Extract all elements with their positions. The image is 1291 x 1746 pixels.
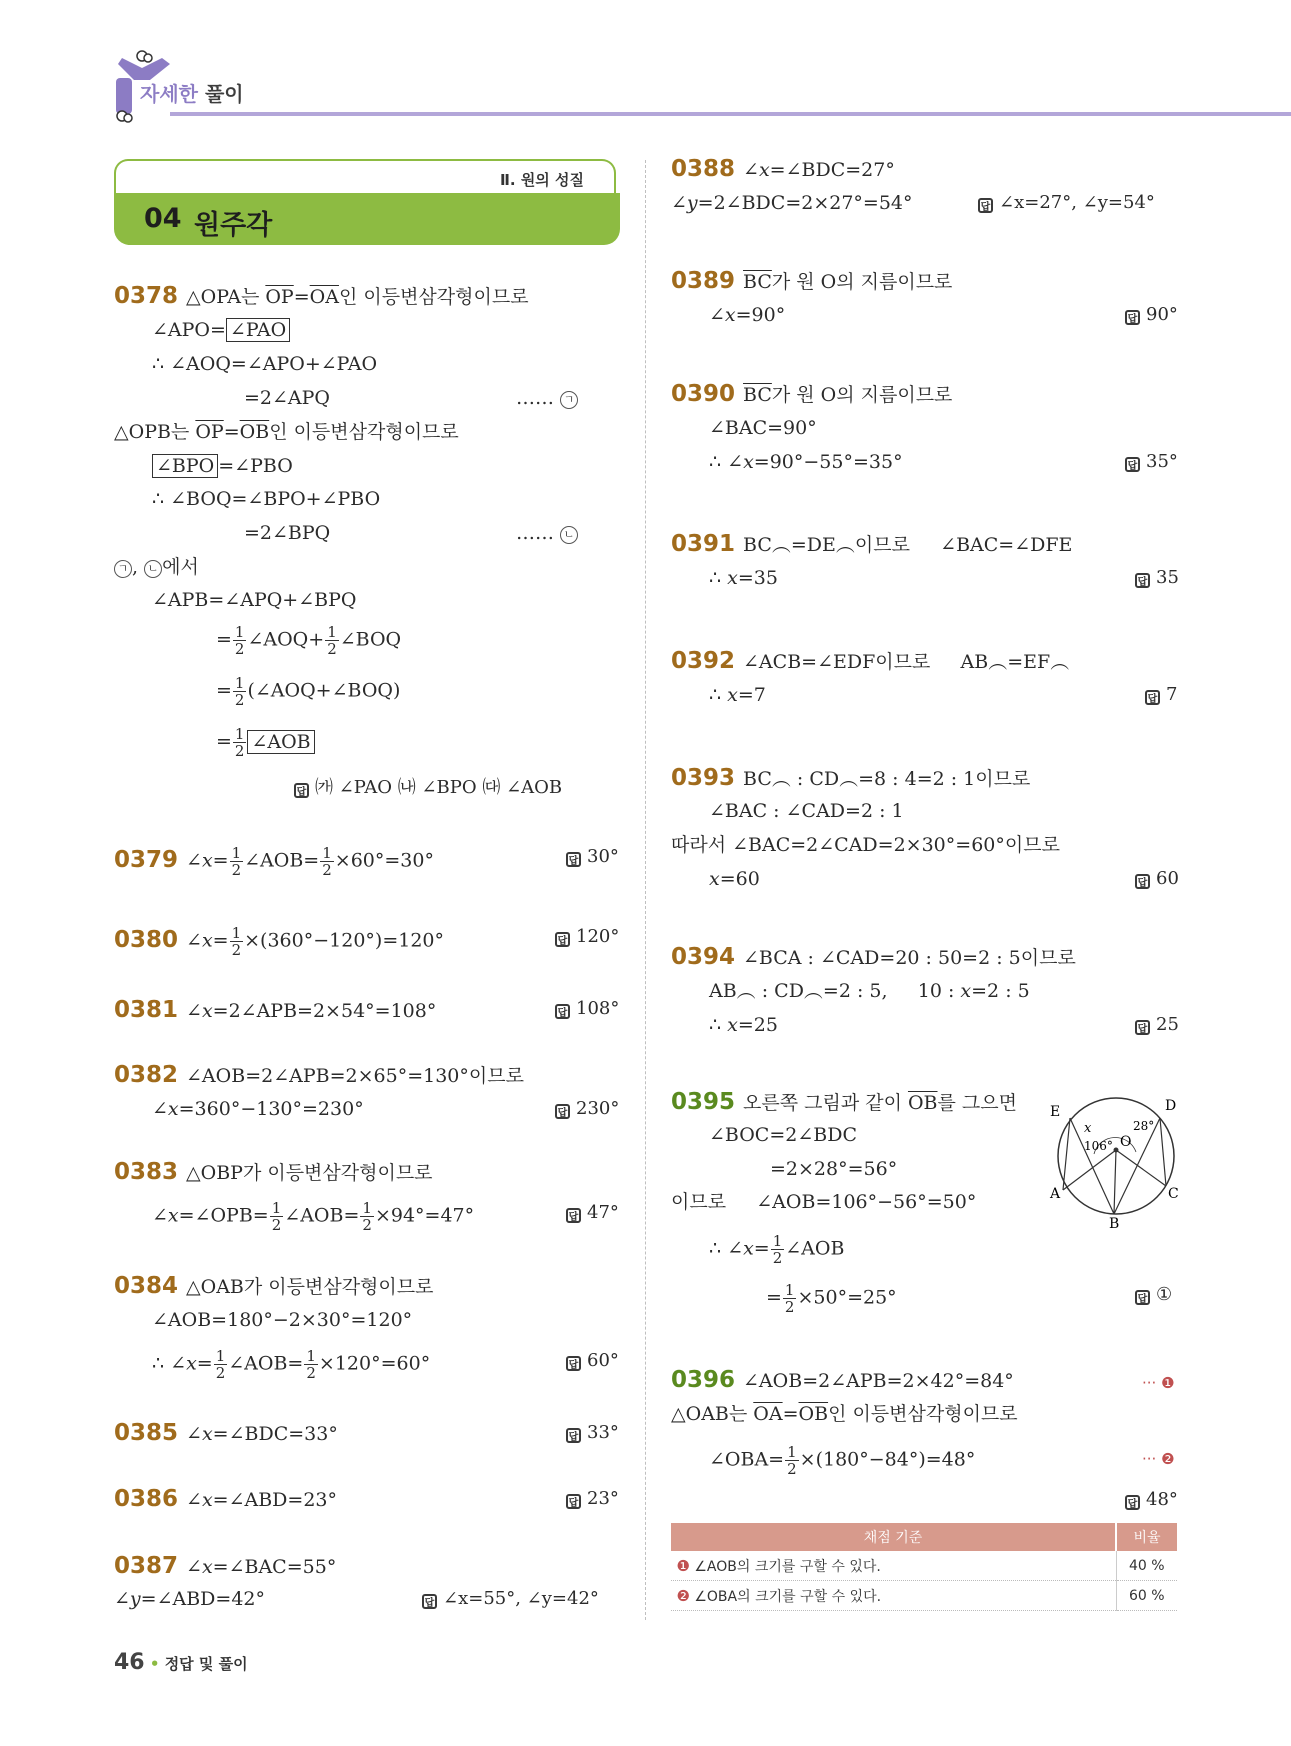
answer-0384-text: 60° [587,1350,619,1371]
circle-figure [1048,1090,1184,1230]
answer-icon: 답 [555,932,570,947]
header-title-bold: 풀이 [204,82,244,106]
problem-0394-line2: AB︵ : CD︵=2 : 5, 10 : x=2 : 5 [709,980,1030,1002]
problem-0388-line2: ∠y=2∠BDC=2×27°=54° [671,192,913,214]
ratio-cell: 60 % [1116,1581,1177,1611]
answer-0379 [566,846,619,867]
answer-icon: 답 [1135,1020,1150,1035]
answer-0391-text: 35 [1156,567,1179,588]
label-d: D [1165,1098,1177,1114]
problem-0389-line2: ∠x=90° [709,304,786,326]
label-106: 106° [1084,1139,1113,1153]
problem-number: 0395 [671,1089,736,1115]
problem-0378-line13: = $\frac{1}{2}$ ∠AOB [216,726,315,759]
answer-0383 [566,1202,619,1223]
problem-0393-line4: x=60 [709,868,760,890]
problem-0392-line1: 0392 ∠ACB=∠EDF이므로 AB︵=EF︵ [671,648,1070,674]
footer-label: 정답 및 풀이 [164,1655,248,1673]
answer-0385 [566,1422,619,1443]
section-title: 원주각 [194,210,273,241]
label-a: A [1050,1186,1061,1202]
answer-0387 [422,1588,599,1609]
problem-number: 0378 [114,283,179,309]
answer-icon: 답 [1125,310,1140,325]
section-title-band [114,193,620,245]
answer-icon: 답 [1135,874,1150,889]
answer-0392 [1145,684,1177,705]
problem-0378-line10: ∠APB=∠APQ+∠BPQ [152,589,357,611]
problem-0378-line11: = $\frac{1}{2}$ ∠AOQ+ $\frac{1}{2}$ ∠BOQ [216,623,402,658]
answer-0392-text: 7 [1166,684,1178,705]
answer-icon: 답 [566,852,581,867]
problem-0384-line1: 0384 △OAB가 이등변삼각형이므로 [114,1273,434,1299]
answer-0391 [1135,567,1179,588]
problem-0391-line1: 0391 BC︵=DE︵이므로 ∠BAC=∠DFE [671,531,1073,557]
problem-0385: 0385 ∠x=∠BDC=33° [114,1420,338,1446]
answer-icon: 답 [1145,690,1160,705]
problem-0390-line1: 0390 $\overline{BC}$가 원 O의 지름이므로 [671,381,953,407]
answer-0395-text: ① [1156,1284,1173,1305]
problem-0390-line2: ∠BAC=90° [709,417,817,439]
problem-0395-line3: =2×28°=56° [770,1158,898,1180]
table-header-row [671,1523,1177,1551]
criteria-marker: ❷ [676,1586,690,1605]
problem-0384-line3: ∴ ∠x= $\frac{1}{2}$ ∠AOB= $\frac{1}{2}$ ×120°=60° [152,1347,431,1382]
answer-0378-text: ㈎ ∠PAO ㈏ ∠BPO ㈐ ∠AOB [315,777,563,798]
problem-number: 0383 [114,1159,179,1185]
answer-icon: 답 [566,1208,581,1223]
problem-number: 0389 [671,268,736,294]
answer-icon: 답 [566,1356,581,1371]
answer-0388 [978,192,1155,213]
answer-icon: 답 [555,1004,570,1019]
answer-0386 [566,1488,619,1509]
problem-number: 0382 [114,1062,179,1088]
answer-0382 [555,1098,619,1119]
problem-0378-line12: = $\frac{1}{2}$ (∠AOQ+∠BOQ) [216,674,401,709]
ratio-cell: 40 % [1116,1551,1177,1581]
problem-number: 0393 [671,765,736,791]
problem-0378-line4: =2∠APQ [244,387,331,409]
problem-number: 0387 [114,1553,179,1579]
answer-0396 [1125,1489,1178,1510]
label-e: E [1050,1104,1061,1120]
header-rule [170,112,1291,116]
problem-number: 0384 [114,1273,179,1299]
problem-number: 0385 [114,1420,179,1446]
answer-icon: 답 [1125,1495,1140,1510]
answer-0378 [294,773,562,799]
answer-0384 [566,1350,619,1371]
section-subtitle: Ⅱ. 원의 성질 [500,171,584,189]
answer-icon: 답 [566,1428,581,1443]
header-title [140,78,244,107]
problem-0382-line1: 0382 ∠AOB=2∠APB=2×65°=130°이므로 [114,1062,524,1088]
problem-number: 0386 [114,1486,179,1512]
problem-number: 0394 [671,944,736,970]
problem-0378-line8: =2∠BPQ [244,522,331,544]
answer-icon: 답 [566,1494,581,1509]
problem-number: 0379 [114,846,179,873]
problem-0378-line9: ㄱ , ㄴ 에서 [114,555,199,579]
problem-0394-line3: ∴ x=25 [709,1014,778,1036]
problem-0388-line1: 0388 ∠x=∠BDC=27° [671,156,895,182]
problem-0380: 0380 ∠x= $\frac{1}{2}$ ×(360°−120°)=120° [114,924,445,959]
column-divider [645,160,646,1620]
problem-0378-line5: △OPB는 $\overline{OP}=\overline{OB}$인 이등변삼각형이므로 [114,421,459,443]
page-footer: 46 • 정답 및 풀이 [114,1650,248,1675]
answer-0381-text: 108° [576,998,620,1019]
problem-0384-line2: ∠AOB=180°−2×30°=120° [152,1309,413,1331]
answer-0395 [1135,1284,1172,1305]
answer-0393-text: 60 [1156,868,1179,889]
problem-0378-line6: ∠BPO =∠PBO [152,454,293,478]
problem-0378-line3: ∴ ∠AOQ=∠APO+∠PAO [152,353,378,375]
criteria-header: 채점 기준 [671,1523,1116,1551]
problem-0379: 0379 ∠x= $\frac{1}{2}$ ∠AOB= $\frac{1}{2}$ ×60°=30° [114,844,434,879]
answer-0389 [1125,304,1178,325]
answer-icon: 답 [422,1594,437,1609]
problem-0381: 0381 ∠x=2∠APB=2×54°=108° [114,997,437,1023]
problem-0386: 0386 ∠x=∠ABD=23° [114,1486,338,1512]
problem-0382-line2: ∠x=360°−130°=230° [152,1098,364,1120]
answer-0383-text: 47° [587,1202,619,1223]
problem-0390-line3: ∴ ∠x=90°−55°=35° [709,451,903,473]
problem-0387-line2: ∠y=∠ABD=42° [114,1588,266,1610]
problem-0395-line5: ∴ ∠x= $\frac{1}{2}$ ∠AOB [709,1232,845,1267]
answer-0388-text: ∠x=27°, ∠y=54° [999,192,1155,213]
section-subtitle-box [114,159,616,195]
criteria-text: ∠AOB의 크기를 구할 수 있다. [694,1558,881,1575]
answer-0381 [555,998,619,1019]
problem-0378-mark1: …… ㄱ [516,386,578,410]
criteria-cell [671,1551,1116,1581]
header-title-light: 자세한 [140,82,198,106]
answer-0387-text: ∠x=55°, ∠y=42° [443,1588,599,1609]
problem-0387-line1: 0387 ∠x=∠BAC=55° [114,1553,337,1579]
answer-0390-text: 35° [1146,451,1178,472]
problem-0395-line6: = $\frac{1}{2}$ ×50°=25° [766,1281,897,1316]
label-o: O [1120,1134,1132,1150]
criteria-marker: ❶ [676,1556,690,1575]
problem-number: 0380 [114,926,179,953]
problem-0378-line2: ∠APO= ∠PAO [152,318,290,342]
answer-icon: 답 [294,783,309,798]
answer-0382-text: 230° [576,1098,620,1119]
problem-0393-line2: ∠BAC : ∠CAD=2 : 1 [709,800,904,822]
answer-0394 [1135,1014,1179,1035]
problem-0394-line1: 0394 ∠BCA : ∠CAD=20 : 50=2 : 5이므로 [671,944,1076,970]
answer-icon: 답 [1125,457,1140,472]
criteria-text: ∠OBA의 크기를 구할 수 있다. [694,1588,882,1605]
problem-0393-line3: 따라서 ∠BAC=2∠CAD=2×30°=60°이므로 [671,834,1060,856]
answer-0380-text: 120° [576,926,620,947]
answer-icon: 답 [1135,573,1150,588]
answer-0379-text: 30° [587,846,619,867]
ratio-header: 비율 [1116,1523,1177,1551]
answer-icon: 답 [555,1104,570,1119]
step-marker-2: ··· ❷ [1142,1450,1175,1468]
problem-0396-line2: △OAB는 $\overline{OA}=\overline{OB}$인 이등변삼각형이므로 [671,1403,1018,1425]
answer-0390 [1125,451,1178,472]
problem-number: 0381 [114,997,179,1023]
answer-0386-text: 23° [587,1488,619,1509]
problem-0393-line1: 0393 BC︵ : CD︵=8 : 4=2 : 1이므로 [671,765,1031,791]
problem-0378-line1: 0378 △OPA는 $\overline{OP}=\overline{OA}$인 이등변삼각형이므로 [114,283,529,309]
problem-0391-line2: ∴ x=35 [709,567,778,589]
problem-number: 0390 [671,381,736,407]
answer-icon: 답 [978,198,993,213]
problem-number: 0392 [671,648,736,674]
problem-0378-line7: ∴ ∠BOQ=∠BPO+∠PBO [152,488,381,510]
table-row [671,1551,1177,1581]
grading-criteria-table [671,1523,1177,1611]
criteria-cell [671,1581,1116,1611]
answer-0396-text: 48° [1146,1489,1178,1510]
section-number: 04 [144,203,182,234]
problem-0392-line2: ∴ x=7 [709,684,766,706]
problem-number: 0396 [671,1367,736,1393]
problem-0395-line4: 이므로 ∠AOB=106°−56°=50° [671,1191,977,1213]
page-number: 46 [114,1650,145,1675]
problem-0395-line1: 0395 오른쪽 그림과 같이 $\overline{OB}$를 그으면 [671,1089,1017,1115]
problem-0383-line1: 0383 △OBP가 이등변삼각형이므로 [114,1159,433,1185]
problem-0389-line1: 0389 $\overline{BC}$가 원 O의 지름이므로 [671,268,953,294]
table-row [671,1581,1177,1611]
problem-number: 0391 [671,531,736,557]
problem-0396-line3: ∠OBA= $\frac{1}{2}$ ×(180°−84°)=48° [709,1443,976,1478]
label-28: 28° [1133,1119,1155,1133]
label-c: C [1168,1186,1179,1202]
label-b: B [1109,1216,1120,1230]
answer-0380 [555,926,619,947]
problem-0396-line1: 0396 ∠AOB=2∠APB=2×42°=84° [671,1367,1014,1393]
answer-0394-text: 25 [1156,1014,1179,1035]
answer-0385-text: 33° [587,1422,619,1443]
answer-0389-text: 90° [1146,304,1178,325]
problem-0383-line2: ∠x=∠OPB= $\frac{1}{2}$ ∠AOB= $\frac{1}{2}$ ×94°=47° [152,1199,475,1234]
answer-icon: 답 [1135,1290,1150,1305]
problem-0395-line2: ∠BOC=2∠BDC [709,1124,858,1146]
problem-number: 0388 [671,156,736,182]
label-x: x [1084,1121,1092,1136]
problem-0378-mark2: …… ㄴ [516,521,578,545]
step-marker-1: ··· ❶ [1142,1374,1175,1392]
answer-0393 [1135,868,1179,889]
